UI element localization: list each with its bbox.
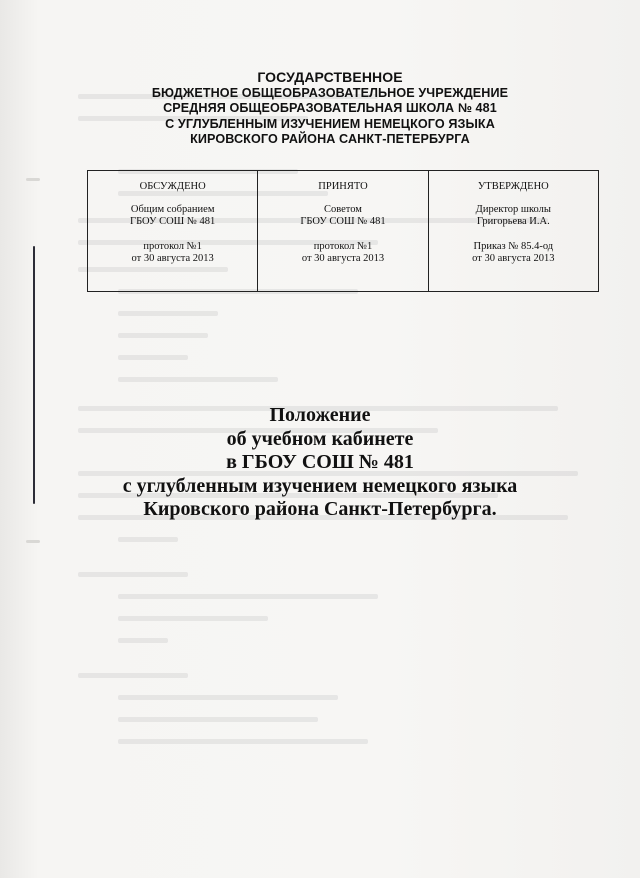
approved-cell xyxy=(428,171,598,292)
header-line: С УГЛУБЛЕННЫМ ИЗУЧЕНИЕМ НЕМЕЦКОГО ЯЗЫКА xyxy=(165,116,495,131)
title-line: Кировского района Санкт-Петербурга. xyxy=(143,498,497,520)
approved-body: Директор школы xyxy=(475,203,551,215)
discussed-date: от 30 августа 2013 xyxy=(131,253,214,264)
approved-date: от 30 августа 2013 xyxy=(472,253,555,264)
accepted-date: от 30 августа 2013 xyxy=(301,253,385,264)
school-header xyxy=(80,70,580,148)
title-line: Положение xyxy=(269,404,371,426)
discussed-title: ОБСУЖДЕНО xyxy=(139,181,206,192)
header-line: КИРОВСКОГО РАЙОНА САНКТ-ПЕТЕРБУРГА xyxy=(190,132,470,146)
approved-order: Приказ № 85.4-од xyxy=(473,240,554,252)
accepted-body: ГБОУ СОШ № 481 xyxy=(300,216,386,227)
title-line: в ГБОУ СОШ № 481 xyxy=(226,451,414,473)
title-line: об учебном кабинете xyxy=(226,427,414,450)
approved-title: УТВЕРЖДЕНО xyxy=(477,181,549,192)
title-line: с углубленным изучением немецкого языка xyxy=(122,474,518,497)
document-title xyxy=(60,404,580,522)
discussed-cell xyxy=(88,171,258,292)
discussed-body: Общим собранием xyxy=(130,203,215,215)
header-line: БЮДЖЕТНОЕ ОБЩЕОБРАЗОВАТЕЛЬНОЕ УЧРЕЖДЕНИЕ xyxy=(151,85,509,100)
accepted-cell xyxy=(258,171,428,292)
accepted-title: ПРИНЯТО xyxy=(318,181,368,192)
discussed-body: ГБОУ СОШ № 481 xyxy=(130,216,216,227)
hole-punch-mark xyxy=(26,540,40,543)
approved-body: Григорьева И.А. xyxy=(476,216,550,227)
binder-mark xyxy=(33,246,35,504)
accepted-protocol: протокол №1 xyxy=(313,240,373,252)
approval-table xyxy=(87,170,599,292)
accepted-body: Советом xyxy=(324,203,362,215)
header-line: ГОСУДАРСТВЕННОЕ xyxy=(257,69,403,85)
hole-punch-mark xyxy=(26,178,40,181)
header-line: СРЕДНЯЯ ОБЩЕОБРАЗОВАТЕЛЬНАЯ ШКОЛА № 481 xyxy=(163,101,497,115)
discussed-protocol: протокол №1 xyxy=(143,240,202,252)
